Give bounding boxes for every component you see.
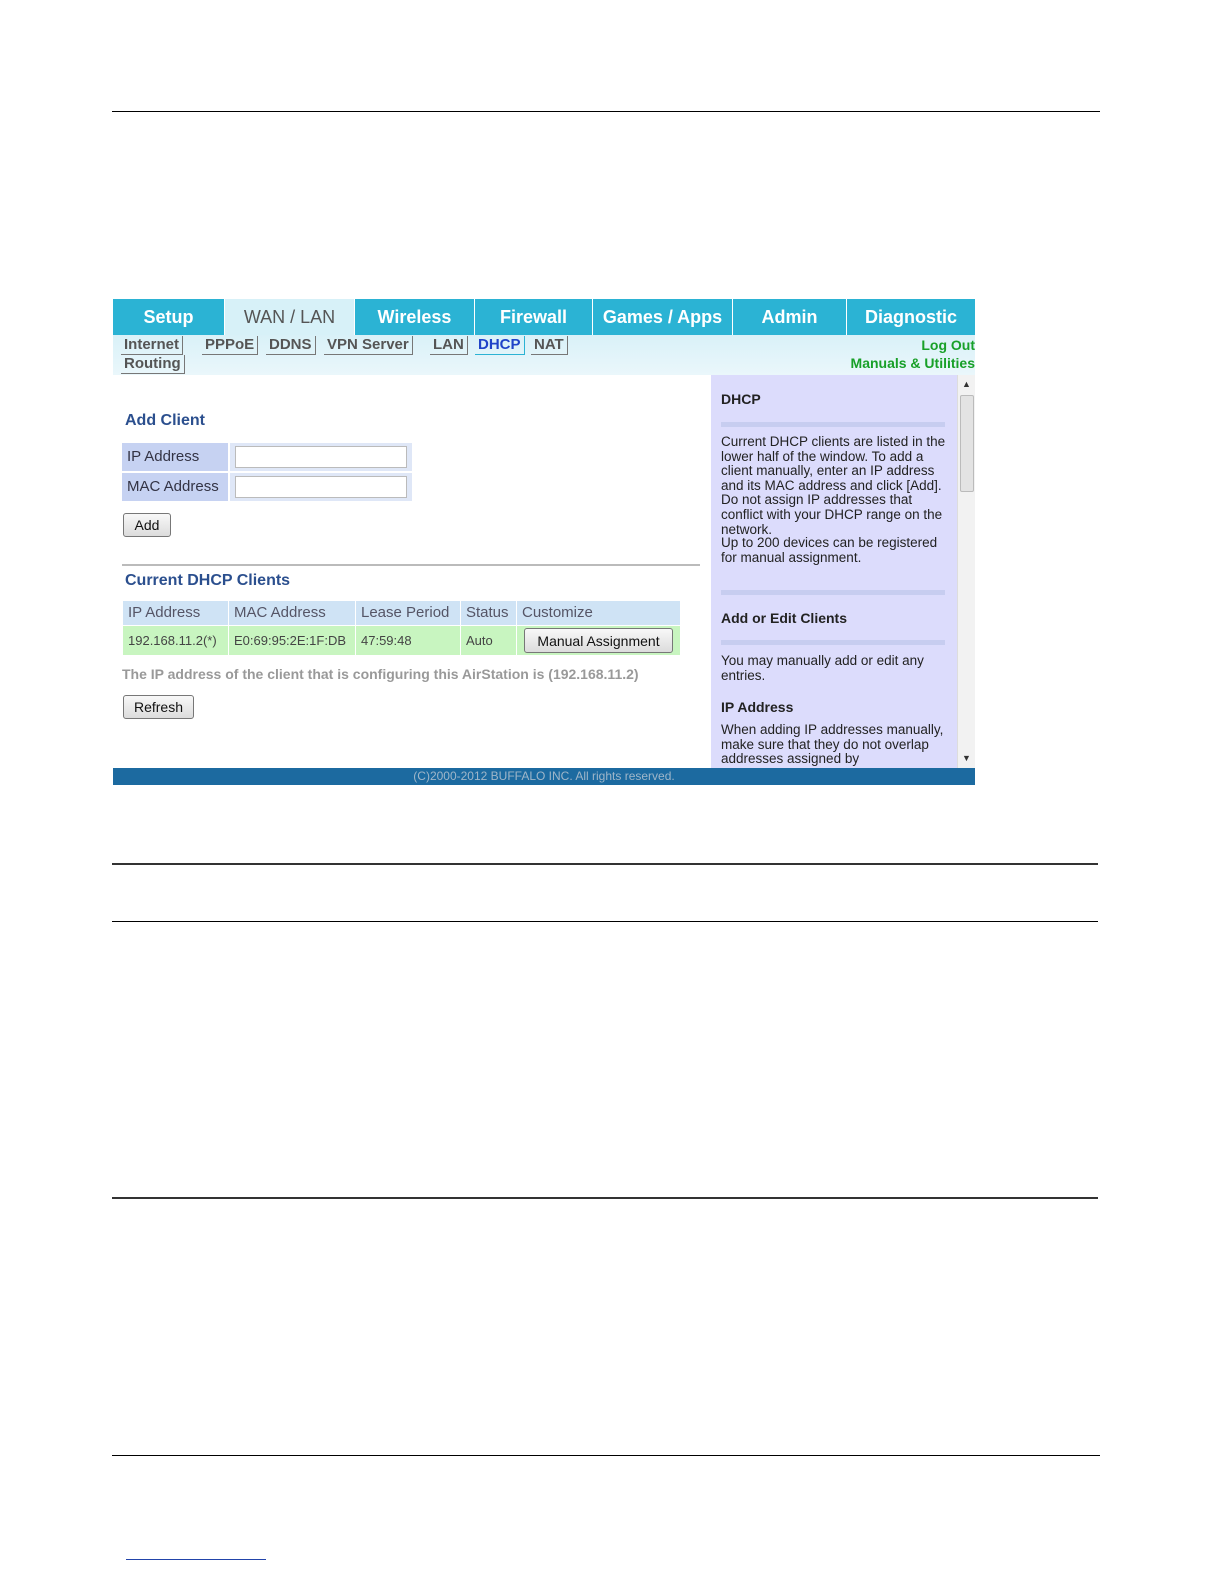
help-paragraph: Up to 200 devices can be registered for manual assignment. [721,535,938,565]
cell-mac: E0:69:95:2E:1F:DB [229,626,355,655]
router-admin-screenshot [113,299,975,785]
scroll-up-icon[interactable]: ▲ [962,379,971,389]
manual-assignment-button[interactable]: Manual Assignment [524,628,673,653]
page-link-underline [126,1559,266,1560]
help-title: DHCP [721,391,761,407]
col-header-ip: IP Address [123,601,228,625]
mac-address-input[interactable] [235,476,407,498]
footer-copyright: (C)2000-2012 BUFFALO INC. All rights reserved. [113,768,975,785]
help-divider [721,422,945,427]
subnav-dhcp[interactable]: DHCP [475,336,525,355]
ip-address-input[interactable] [235,446,407,468]
page-bottom-rule [112,1455,1100,1456]
tab-diagnostic[interactable]: Diagnostic [864,306,957,327]
scroll-thumb[interactable] [960,395,974,492]
subnav-routing[interactable]: Routing [121,355,185,374]
subnav-vpn-server[interactable]: VPN Server [324,336,413,355]
page-rule [112,1197,1098,1199]
cell-status: Auto [461,626,516,655]
help-heading-ip: IP Address [721,699,794,715]
scroll-down-icon[interactable]: ▼ [962,753,971,763]
subnav-ddns[interactable]: DDNS [266,336,316,355]
manuals-utilities-link[interactable]: Manuals & Utilities [850,355,975,371]
sub-navigation [113,335,975,375]
subnav-lan[interactable]: LAN [430,336,468,355]
ip-address-label: IP Address [122,443,228,471]
cell-lease: 47:59:48 [356,626,460,655]
help-divider [721,640,945,645]
refresh-button[interactable]: Refresh [123,695,194,719]
mac-address-label: MAC Address [122,473,228,501]
col-header-status: Status [461,601,516,625]
main-tabs [113,299,975,335]
help-scrollbar[interactable] [957,375,975,768]
subnav-pppoe[interactable]: PPPoE [202,336,258,355]
tab-games-apps[interactable]: Games / Apps [593,299,733,335]
tab-setup[interactable]: Setup [113,299,225,335]
help-paragraph: Current DHCP clients are listed in the lower half of the window. To add a client manually, enter an IP address and its MAC address and click [Add]. Do not assign IP addresses that conflict with your DHCP range on the network. [721,434,946,537]
page-rule [112,921,1098,922]
help-divider [721,590,945,595]
section-divider [122,564,700,566]
current-clients-title: Current DHCP Clients [125,572,291,589]
add-client-title: Add Client [125,412,205,429]
help-paragraph: You may manually add or edit any entries. [721,653,924,683]
col-header-lease: Lease Period [356,601,460,625]
cell-ip: 192.168.11.2(*) [123,626,228,655]
tab-wan-lan[interactable]: WAN / LAN [225,299,355,335]
help-panel [711,375,957,768]
page-top-rule [112,111,1100,112]
tab-admin[interactable]: Admin [733,299,847,335]
logout-link[interactable]: Log Out [921,337,975,353]
col-header-customize: Customize [517,601,680,625]
tab-firewall[interactable]: Firewall [475,299,593,335]
add-button[interactable]: Add [123,513,171,537]
configuring-client-note: The IP address of the client that is configuring this AirStation is (192.168.11.2) [122,666,639,682]
help-heading-add-edit: Add or Edit Clients [721,610,847,626]
subnav-internet[interactable]: Internet [121,336,183,355]
subnav-nat[interactable]: NAT [531,336,568,355]
help-paragraph: When adding IP addresses manually, make sure that they do not overlap addresses assigned by [721,722,944,767]
col-header-mac: MAC Address [229,601,355,625]
tab-wireless[interactable]: Wireless [355,299,475,335]
page-rule [112,863,1098,865]
